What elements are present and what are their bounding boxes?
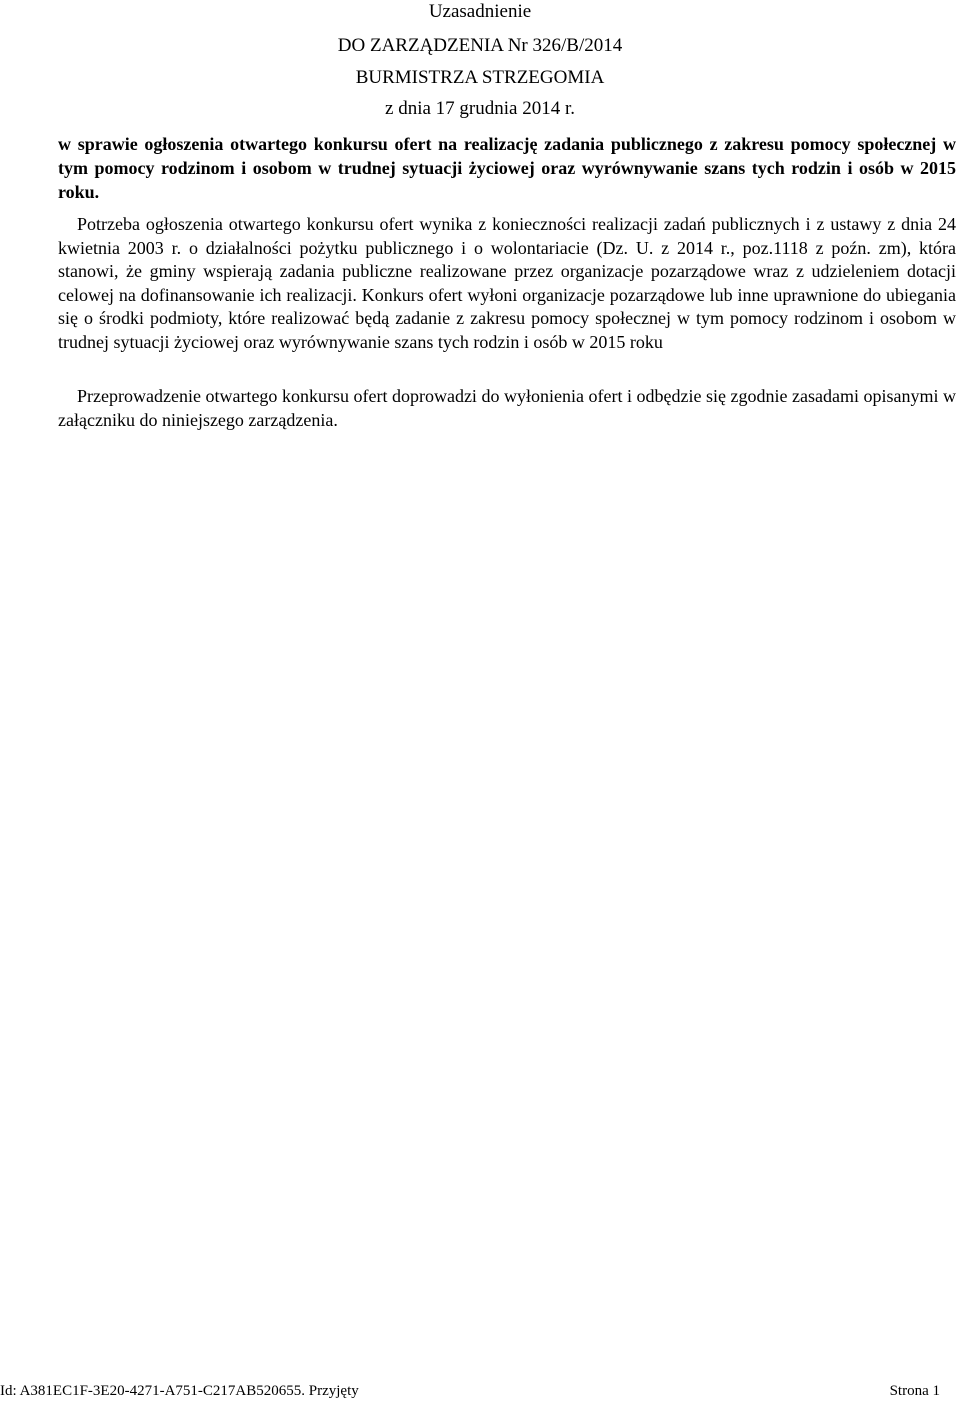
issuer-name: BURMISTRZA STRZEGOMIA [355,67,605,88]
document-subject: w sprawie ogłoszenia otwartego konkursu ofert na realizację zadania publicznego z zakresu pomocy społecznej w tym pomocy rodzinom i osobom w trudnej sytuacji życiowej oraz wyrównywanie szans tych rodzin i osób w 2015 roku. [58,134,956,202]
footer-page-number: Strona 1 [889,1383,940,1399]
body-paragraph-2: Przeprowadzenie otwartego konkursu ofert doprowadzi do wyłonienia ofert i odbędzie się zgodnie zasadami opisanymi w załączniku do niniejszego zarządzenia. [58,386,956,430]
footer-document-id: Id: A381EC1F-3E20-4271-A751-C217AB520655. Przyjęty [0,1383,359,1399]
document-title: Uzasadnienie [428,1,532,22]
body-paragraph-1: Potrzeba ogłoszenia otwartego konkursu ofert wynika z konieczności realizacji zadań publicznych i z ustawy z dnia 24 kwietnia 2003 r. o działalności pożytku publicznego i o wolontariacie (Dz. U. z 2014 r., poz.1118 z poźn. zm), która stanowi, że gminy wspierają zadania publiczne realizowane przez organizacje pozarządowe wraz z udzieleniem dotacji celowej na dofinansowanie ich realizacji. Konkurs ofert wyłoni organizacje pozarządowe lub inne uprawnione do ubiegania się o środki podmioty, które realizować będą zadanie z zakresu pomocy społecznej w tym pomocy rodzinom i osobom w trudnej sytuacji życiowej oraz wyrównywanie szans tych rodzin i osób w 2015 roku [58,214,956,352]
page-footer [0,1381,960,1403]
document-date: z dnia 17 grudnia 2014 r. [385,98,575,119]
regulation-number: DO ZARZĄDZENIA Nr 326/B/2014 [337,35,623,56]
